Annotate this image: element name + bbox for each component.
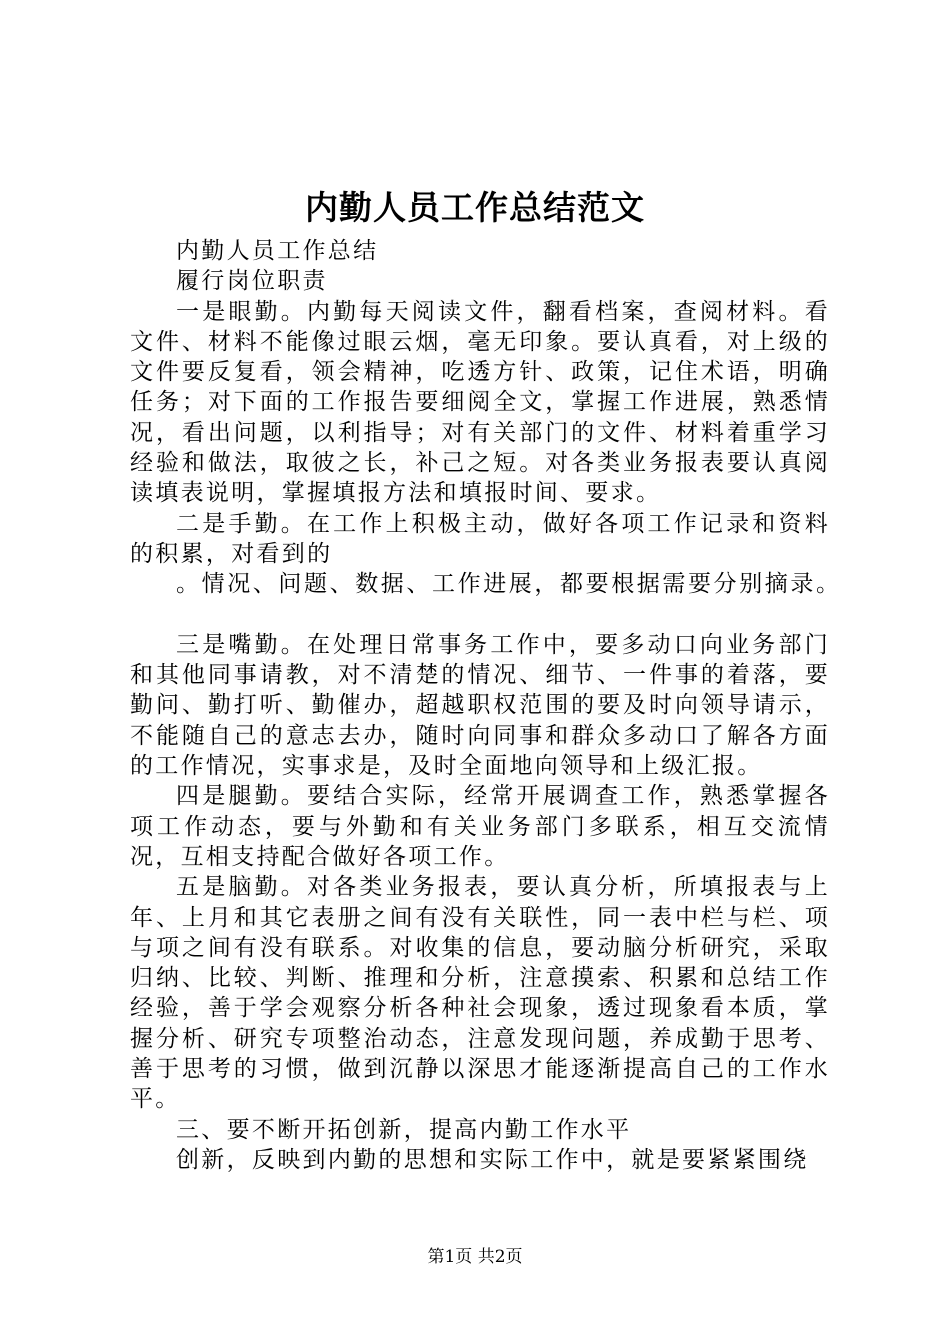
paragraph-brain-diligence: 五是脑勤。对各类业务报表，要认真分析，所填报表与上年、上月和其它表册之间有没有关联性，同一表中栏与栏、项与项之间有没有联系。对收集的信息，要动脑分析研究，采取归纳、比较、判断、推理和分析，注意摸索、积累和总结工作经验，善于学会观察分析各种社会现象，透过现象看本质，掌握分析、研究专项整治动态，注意发现问题，养成勤于思考、善于思考的习惯，做到沉静以深思才能逐渐提高自己的工作水平。 (130, 874, 830, 1113)
paragraph-hand-diligence-continued: 。情况、问题、数据、工作进展，都要根据需要分别摘录。 (176, 571, 842, 598)
paragraph-eye-diligence: 一是眼勤。内勤每天阅读文件，翻看档案，查阅材料。看文件、材料不能像过眼云烟，毫无印象。要认真看，对上级的文件要反复看，领会精神，吃透方针、政策，记住术语，明确任务；对下面的工作报告要细阅全文，掌握工作进展，熟悉情况，看出问题，以利指导；对有关部门的文件、材料着重学习经验和做法，取彼之长，补己之短。对各类业务报表要认真阅读填表说明，掌握填报方法和填报时间、要求。 (130, 298, 830, 507)
document-body (130, 236, 842, 1175)
document-title: 内勤人员工作总结范文 (305, 188, 645, 227)
paragraph-section-three-heading: 三、要不断开拓创新，提高内勤工作水平 (176, 1116, 632, 1143)
page-footer: 第1页 共2页 (427, 1247, 523, 1267)
paragraph-leg-diligence: 四是腿勤。要结合实际，经常开展调查工作，熟悉掌握各项工作动态，要与外勤和有关业务部门多联系，相互交流情况，互相支持配合做好各项工作。 (130, 783, 830, 870)
paragraph-mouth-diligence: 三是嘴勤。在处理日常事务工作中，要多动口向业务部门和其他同事请教，对不清楚的情况、细节、一件事的着落，要勤问、勤打听、勤催办，超越职权范围的要及时向领导请示，不能随自己的意志去办，随时向同事和群众多动口了解各方面的工作情况，实事求是，及时全面地向领导和上级汇报。 (130, 631, 830, 780)
paragraph-innovation: 创新，反映到内勤的思想和实际工作中，就是要紧紧围绕 (176, 1146, 809, 1173)
paragraph-subtitle: 内勤人员工作总结 (176, 238, 379, 264)
paragraph-hand-diligence: 二是手勤。在工作上积极主动，做好各项工作记录和资料的积累，对看到的 (130, 510, 830, 567)
paragraph-section-heading: 履行岗位职责 (176, 268, 328, 295)
blank-line (130, 600, 830, 630)
